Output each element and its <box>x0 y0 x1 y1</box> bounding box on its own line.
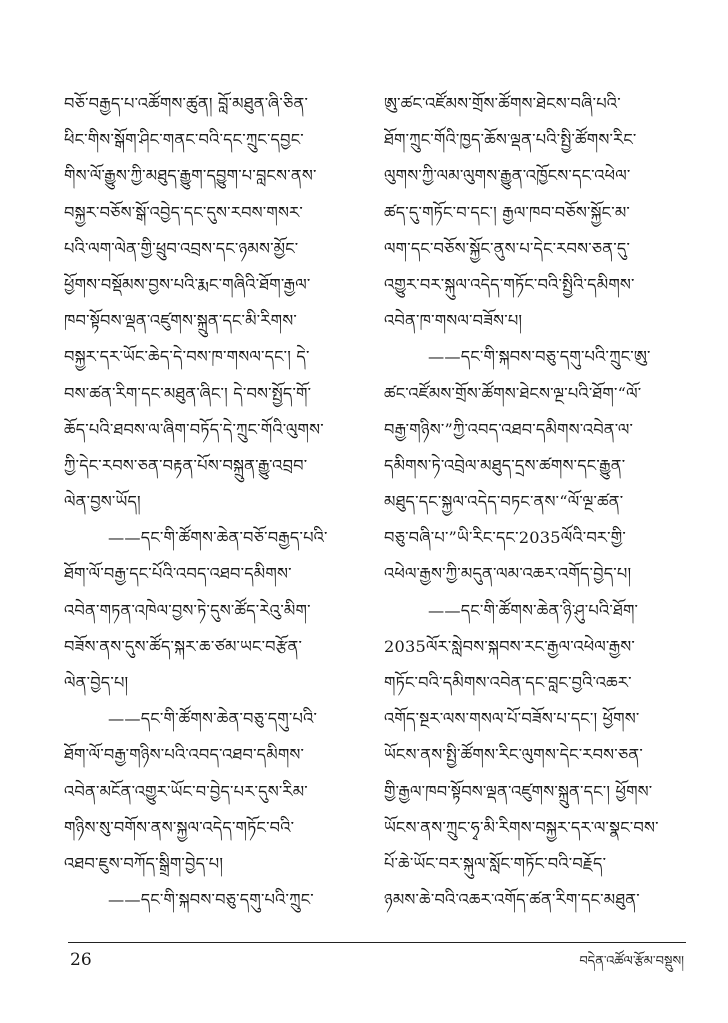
text-line: ལུགས་ཀྱི་ལམ་ལུགས་རྒྱུན་འཁྱོངས་དང་འཕེལ་ <box>384 166 631 186</box>
text-line: ཚང་འཛོམས་གྲོས་ཚོགས་ཐེངས་ལྔ་པའི་ཐོག་“ལོ་ <box>384 383 642 403</box>
text-line: ——དང་གི་ཚོགས་ཆེན་བཅོ་བརྒྱད་པའི་ <box>108 528 328 548</box>
text-line: ཐོག་ལོ་བརྒྱ་གཉིས་པའི་འབད་འཐབ་དམིགས་ <box>64 745 305 765</box>
text-line: འབེན་ཁ་གསལ་བཟོས་པ། <box>384 311 523 331</box>
text-line: བཅུ་བཞི་པ་”ཡི་རིང་དང་2035ལོའི་བར་གྱི་ <box>384 528 626 548</box>
text-line: བས་ཚན་རིག་དང་མཐུན་ཞིང་། དེ་བས་སྤྱོད་གོ་ <box>64 383 312 403</box>
text-line: བསྐྱར་བཅོས་སྒོ་འབྱེད་དང་དུས་རབས་གསར་ <box>64 202 303 222</box>
text-line: ལག་དང་བཅོས་སྐྱོང་ནུས་པ་དེང་རབས་ཅན་དུ་ <box>384 238 631 258</box>
text-line: 2035ལོར་སླེབས་སྐབས་རང་རྒྱལ་འཕེལ་རྒྱས་ <box>384 636 636 656</box>
text-line: འབེན་གཏན་འཁེལ་བྱས་ཏེ་དུས་ཚོད་རེའུ་མིག་ <box>64 600 311 620</box>
text-line: གཉིས་སུ་བགོས་ནས་སྐྱལ་འདེད་གཏོང་བའི་ <box>64 817 295 837</box>
text-line: ——དང་གི་ཚོགས་ཆེན་ཉི་ཤུ་པའི་ཐོག་ <box>428 600 639 620</box>
text-line: ཉམས་ཆེ་བའི་འཆར་འགོད་ཚན་རིག་དང་མཐུན་ <box>384 890 640 910</box>
text-line: འགྱུར་བར་སྐུལ་འདེད་གཏོང་བའི་སྤྱིའི་དམིགས་ <box>384 274 635 294</box>
text-line: ཡོངས་ནས་ཀྲུང་ཧྭ་མི་རིགས་བསྐྱར་དར་ལ་སྣང་བས་ <box>384 817 659 837</box>
text-line: འཕེལ་རྒྱས་ཀྱི་མདུན་ལམ་འཆར་འགོད་བྱེད་པ། <box>384 564 632 584</box>
text-line: ཚད་དུ་གཏོང་བ་དང་། རྒྱལ་ཁབ་བཅོས་སྐྱོང་མ་ <box>384 202 630 222</box>
text-line: མཐུད་དང་སྐྱལ་འདེད་བཏང་ནས་“ལོ་ལྔ་ཚན་ <box>384 492 624 512</box>
text-line: གྱི་རྒྱལ་ཁབ་སྟོབས་ལྡན་འཛུགས་སྐྲུན་དང་། ཕྱོགས་ <box>384 781 653 801</box>
left-text-column <box>64 86 354 918</box>
text-line: ཆོད་པའི་ཐབས་ལ་ཞིག་བཏོད་དེ་ཀྲུང་གོའི་ལུགས་ <box>64 419 324 439</box>
text-line: ཨུ་ཚང་འཛོམས་གྲོས་ཚོགས་ཐེངས་བཞི་པའི་ <box>384 94 621 113</box>
text-line: འབེན་མངོན་འགྱུར་ཡོང་བ་བྱེད་པར་དུས་རིམ་ <box>64 781 308 801</box>
text-line: ཕྱོགས་བསྡོམས་བྱས་པའི་རྨང་གཞིའི་ཐོག་རྒྱལ་ <box>64 274 311 294</box>
text-line: བཟོས་ནས་དུས་ཚོད་སྐར་ཆ་ཙམ་ཡང་བརྩོན་ <box>64 636 303 656</box>
text-line: གཏོང་བའི་དམིགས་འབེན་དང་བླང་བྱའི་འཆར་ <box>384 673 632 692</box>
text-line: གིས་ལོ་རྒྱུས་ཀྱི་མཐུད་རྒྱུག་དབྱུག་པ་བླངས་ནས་ <box>64 166 317 186</box>
text-line: བརྒྱ་གཉིས་”ཀྱི་འབད་འཐབ་དམིགས་འབེན་ལ་ <box>384 419 634 439</box>
footer-rule <box>68 942 686 943</box>
text-line: པའི་ལག་ལེན་གྱི་ཕྲུབ་འབྲས་དང་ཉམས་མྱོང་ <box>64 238 299 258</box>
text-line: བཅོ་བརྒྱད་པ་འཚོགས་ཚུན། བློ་མཐུན་ཞི་ཅིན་ <box>64 94 309 113</box>
text-line: པོ་ཆེ་ཡོང་བར་སྐུལ་སློང་གཏོང་བའི་བརྗོད་ <box>384 853 607 873</box>
text-line: ——དང་གི་ཚོགས་ཆེན་བཅུ་དགུ་པའི་ <box>108 709 318 729</box>
text-line: ལེན་བྱས་ཡོད། <box>64 492 141 512</box>
running-footer-title: བདེན་འཚོལ་རྩོམ་བསྡུས། <box>579 954 684 969</box>
text-line: འཐབ་ཇུས་བཀོད་སྒྲིག་བྱེད་པ། <box>64 853 224 873</box>
text-line: ——དང་གི་སྐབས་བཅུ་དགུ་པའི་ཀྲུང་ཨུ་ <box>428 347 651 367</box>
text-line: ཁབ་སྟོབས་ལྡན་འཛུགས་སྐྲུན་དང་མི་རིགས་ <box>64 311 297 331</box>
text-line: འགོད་སྔར་ལས་གསལ་པོ་བཟོས་པ་དང་། ཕྱོགས་ <box>384 709 640 729</box>
page-number: 26 <box>70 950 92 970</box>
text-line: ཕིང་གིས་སྒོག་ཤིང་གནང་བའི་དང་ཀྲུང་དབྱང་ <box>64 130 304 150</box>
text-line: བསྐྱར་དར་ཡོང་ཆེད་དེ་བས་ཁ་གསལ་དང་། དེ་ <box>64 347 310 367</box>
text-line: ཡོངས་ནས་སྤྱི་ཚོགས་རིང་ལུགས་དེང་རབས་ཅན་ <box>384 745 643 765</box>
right-text-column <box>384 86 684 918</box>
text-line: ཐོག་ཀྲུང་གོའི་ཁྱད་ཆོས་ལྡན་པའི་སྤྱི་ཚོགས་རིང་ <box>384 130 637 150</box>
text-line: དམིགས་ཏེ་འབྲེལ་མཐུད་དྲས་ཚགས་དང་རྒྱུན་ <box>384 455 626 475</box>
text-line: ཐོག་ལོ་བརྒྱ་དང་པོའི་འབད་འཐབ་དམིགས་ <box>64 564 292 584</box>
text-line: ལེན་བྱེད་པ། <box>64 673 129 692</box>
text-line: ——དང་གི་སྐབས་བཅུ་དགུ་པའི་ཀྲུང་ <box>108 890 314 910</box>
text-line: ཀྱི་དེང་རབས་ཅན་བརྟན་པོས་བསྐྲུན་རྒྱུ་འབྲབ་ <box>64 455 308 475</box>
